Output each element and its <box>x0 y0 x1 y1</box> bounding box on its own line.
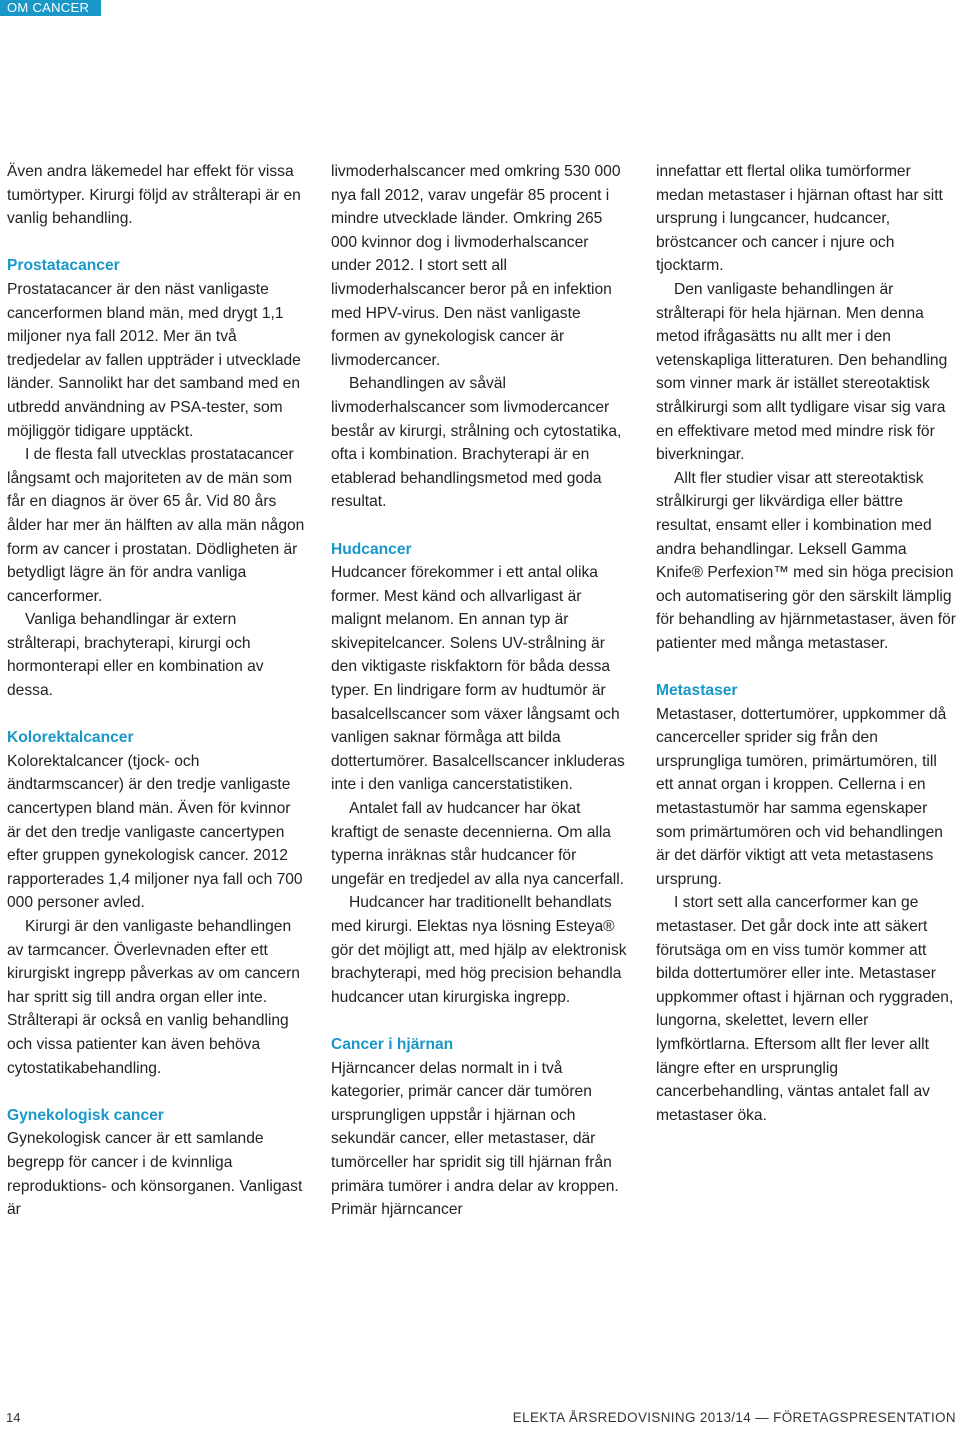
section-heading: Hudcancer <box>331 540 412 558</box>
paragraph: Den vanligaste behandlingen är strålterapi för hela hjärnan. Men denna metod ifrågasätts nu allt mer i den vetenskapliga litteraturen. Den behandling som vinner mark är istället stereotaktisk strålkirurgi som allt tydligare visar sig vara en effektivare metod med mindre risk för biverkningar. <box>656 280 948 464</box>
paragraph: Prostatacancer är den näst vanligaste cancerformen bland män, med drygt 1,1 miljoner nya fall 2012. Mer än två tredjedelar av fallen uppträder i utvecklade länder. Sannolikt har det samband med en utbredd användning av PSA-tester, som möjliggör tidigare upptäckt. <box>7 280 301 440</box>
section-tab <box>0 0 101 16</box>
paragraph: Gynekologisk cancer är ett samlande begrepp för cancer i de kvinnliga reproduktions- och könsorganen. Vanligast är <box>7 1130 303 1219</box>
paragraph: Behandlingen av såväl livmoderhalscancer som livmodercancer består av kirurgi, strålning och cytostatika, ofta i kombination. Brachyterapi är en etablerad behandlingsmetod med goda resultat. <box>331 375 622 511</box>
paragraph: Antalet fall av hudcancer har ökat kraftigt de senaste decennierna. Om alla typerna inräknas står hudcancer för ungefär en tredjedel av alla nya cancerfall. <box>331 800 624 888</box>
paragraph: Metastaser, dottertumörer, uppkommer då cancerceller sprider sig från den ursprungliga tumören, primärtumören, till ett annat organ i kroppen. Cellerna i en metastastumör har samma egenskaper som primärtumören och vid behandlingen är det därför viktigt att veta metastasens ursprung. <box>656 705 947 888</box>
paragraph: Kolorektalcancer (tjock- och ändtarmscancer) är den tredje vanligaste cancertypen bland män. Även för kvinnor är det den tredje vanligaste cancertypen efter gruppen gynekologisk cancer. 2012 rapporterades 1,4 miljoner nya fall och 700 000 personer avled. <box>7 752 303 912</box>
paragraph: Kirurgi är den vanligaste behandlingen av tarmcancer. Överlevnaden efter ett kirurgiskt ingrepp påverkas av om cancern har spritt sig till andra organ eller inte. Strålterapi är också en vanlig behandling och vissa patienter kan även behöva cytostatikabehandling. <box>7 918 300 1077</box>
footer-title: ELEKTA ÅRSREDOVISNING 2013/14 — FÖRETAGSPRESENTATION <box>512 1410 956 1425</box>
paragraph: Hudcancer förekommer i ett antal olika former. Mest känd och allvarligast är malignt melanom. En annan typ är skivepitelcancer. Solens UV-strålning är den viktigaste riskfaktorn för båda dessa typer. En lindrigare form av hudtumör är basalcellscancer som växer långsamt och vanligen saknar förmåga att bilda dottertumörer. Basalcellscancer inkluderas inte i den vanliga cancerstatistiken. <box>331 564 625 794</box>
page-number: 14 <box>6 1410 21 1425</box>
paragraph: Allt fler studier visar att stereotaktisk strålkirurgi ger likvärdiga eller bättre resultat, ensamt eller i kombination med andra behandlingar. Leksell Gamma Knife® Perfexion™ med sin höga precision och automatisering gör den särskilt lämplig för behandling av hjärnmetastaser, även för patienter med många metastaser. <box>656 469 956 652</box>
section-heading: Prostatacancer <box>7 257 120 275</box>
paragraph: Vanliga behandlingar är extern strålterapi, brachyterapi, kirurgi och hormonterapi eller en kombination av dessa. <box>7 611 264 700</box>
section-heading: Metastaser <box>656 682 738 700</box>
text-column-2 <box>331 160 631 1222</box>
paragraph: Hjärncancer delas normalt in i två kategorier, primär cancer där tumören ursprungligen uppstår i hjärnan och sekundär cancer, eller metastaser, där tumörceller har spridit sig till hjärnan från primära tumörer i andra delar av kroppen. Primär hjärncancer <box>331 1059 619 1219</box>
section-heading: Cancer i hjärnan <box>331 1035 454 1053</box>
text-column-1 <box>7 160 307 1222</box>
text-column-3 <box>656 160 956 1127</box>
paragraph: Även andra läkemedel har effekt för vissa tumörtyper. Kirurgi följd av strålterapi är en vanlig behandling. <box>7 163 301 228</box>
paragraph: I de flesta fall utvecklas prostatacancer långsamt och majoriteten av de män som får en diagnos är över 65 år. Vid 80 års ålder har mer än hälften av alla män någon form av cancer i prostatan. Dödligheten är betydligt lägre än för andra vanliga cancerformer. <box>7 446 305 605</box>
section-heading: Kolorektalcancer <box>7 729 134 747</box>
section-heading: Gynekologisk cancer <box>7 1106 164 1124</box>
paragraph: livmoderhalscancer med omkring 530 000 nya fall 2012, varav ungefär 85 procent i mindre utvecklade länder. Omkring 265 000 kvinnor dog i livmoderhalscancer under 2012. I stort sett all livmoderhalscancer beror på en infektion med HPV-virus. Den näst vanligaste formen av gynekologisk cancer är livmodercancer. <box>331 163 621 369</box>
section-label: OM CANCER <box>7 0 90 15</box>
paragraph: Hudcancer har traditionellt behandlats med kirurgi. Elektas nya lösning Esteya® gör det möjligt att, med hjälp av elektronisk brachyterapi, med hög precision behandla hudcancer utan kirurgiska ingrepp. <box>331 894 627 1006</box>
paragraph: innefattar ett flertal olika tumörformer medan metastaser i hjärnan oftast har sitt ursprung i lungcancer, hudcancer, bröstcancer och cancer i njure och tjocktarm. <box>656 163 943 275</box>
paragraph: I stort sett alla cancerformer kan ge metastaser. Det går dock inte att säkert förutsäga om en viss tumör kommer att bilda dottertumörer eller inte. Metastaser uppkommer oftast i hjärnan och ryggraden, lungorna, skelettet, levern eller lymfkörtlarna. Eftersom allt fler lever allt längre efter en ursprunglig cancerbehandling, väntas antalet fall av metastaser öka. <box>656 894 954 1124</box>
